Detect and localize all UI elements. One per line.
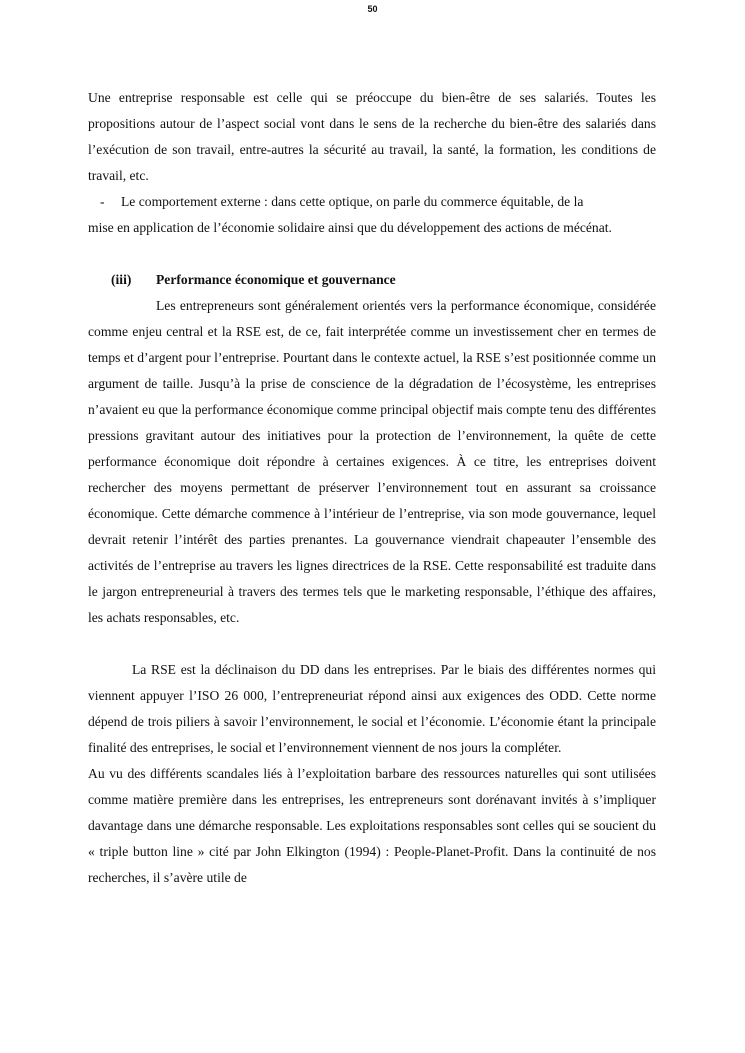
- section-number: (iii): [111, 272, 132, 287]
- bullet-text: Le comportement externe : dans cette optique, on parle du commerce équitable, de la: [121, 194, 584, 209]
- blank-line: [88, 631, 656, 657]
- page-number: 50: [367, 4, 378, 14]
- document-body: [88, 85, 656, 891]
- paragraph-rse-dd: La RSE est la déclinaison du DD dans les entreprises. Par le biais des différentes normes qui viennent appuyer l’ISO 26 000, l’entrepreneuriat répond ainsi aux exigences des ODD. Cette norme dépend de trois piliers à savoir l’environnement, le social et l’économie. L’économie étant la principale finalité des entreprises, le social et l’environnement viennent de nos jours la compléter.: [88, 662, 656, 755]
- section-title: Performance économique et gouvernance: [156, 272, 396, 287]
- blank-line: [88, 241, 656, 267]
- paragraph-performance: Les entrepreneurs sont généralement orientés vers la performance économique, considérée comme enjeu central et la RSE est, de ce, fait interprétée comme un investissement cher en termes de temps et d’argent pour l’entreprise. Pourtant dans le contexte actuel, la RSE s’est positionnée comme un argument de taille. Jusqu’à la prise de conscience de la dégradation de l’écosystème, les entreprises n’avaient eu que la performance économique comme principal objectif mais compte tenu des différentes pressions gravitant autour des initiatives pour la protection de l’environnement, la quête de cette performance économique doit répondre à certaines exigences. À ce titre, les entreprises doivent rechercher des moyens permettant de préserver l’environnement tout en assurant sa croissance économique. Cette démarche commence à l’intérieur de l’entreprise, via son mode gouvernance, lequel devrait retenir l’intérêt des parties prenantes. La gouvernance viendrait chapeauter l’ensemble des activités de l’entreprise au travers les lignes directrices de la RSE. Cette responsabilité est traduite dans le jargon entrepreneurial à travers des termes tels que le marketing responsable, l’éthique des affaires, les achats responsables, etc.: [88, 298, 656, 625]
- bullet-marker: -: [100, 194, 105, 209]
- section-heading: [88, 267, 656, 293]
- bullet-item: [100, 189, 656, 215]
- bullet-continuation: mise en application de l’économie solidaire ainsi que du développement des actions de mécénat.: [88, 220, 612, 235]
- paragraph-social: Une entreprise responsable est celle qui se préoccupe du bien-être de ses salariés. Toutes les propositions autour de l’aspect social vont dans le sens de la recherche du bien-être des salariés dans l’exécution de son travail, entre-autres la sécurité au travail, la santé, la formation, les conditions de travail, etc.: [88, 90, 656, 183]
- paragraph-scandals: Au vu des différents scandales liés à l’exploitation barbare des ressources naturelles qui sont utilisées comme matière première dans les entreprises, les entrepreneurs sont dorénavant invités à s’impliquer davantage dans une démarche responsable. Les exploitations responsables sont celles qui se soucient du « triple button line » cité par John Elkington (1994) : People-Planet-Profit. Dans la continuité de nos recherches, il s’avère utile de: [88, 766, 656, 885]
